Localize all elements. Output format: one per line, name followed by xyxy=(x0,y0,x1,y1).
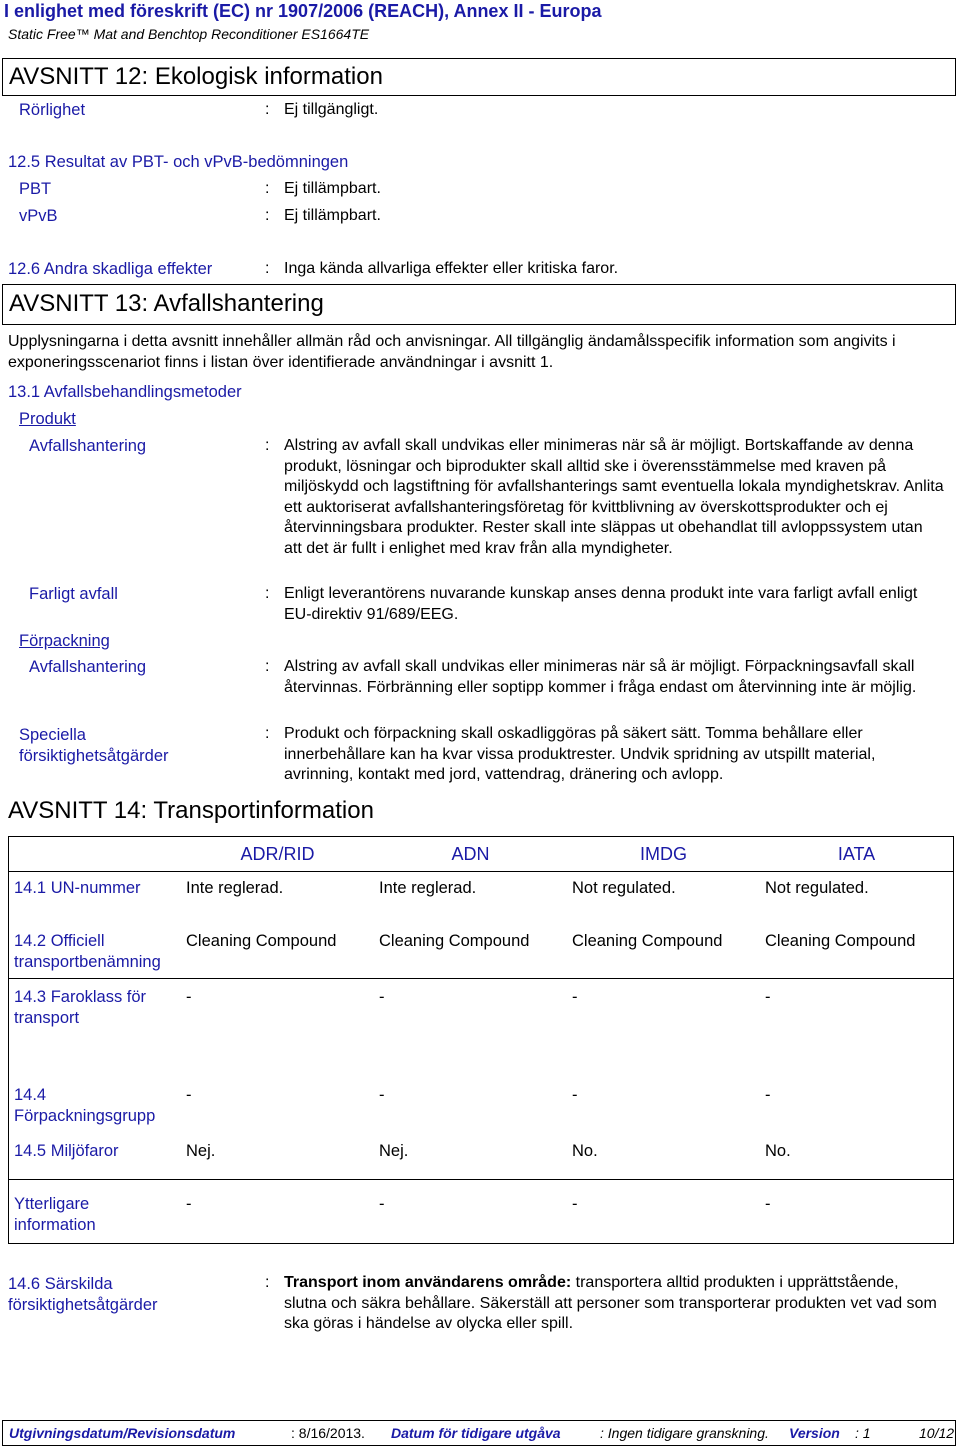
section-13-header xyxy=(2,284,956,325)
table-cell: Cleaning Compound xyxy=(765,932,916,950)
farligt-avfall-label: Farligt avfall xyxy=(29,585,118,603)
colon: : xyxy=(265,101,270,118)
pbt-value: Ej tillämpbart. xyxy=(284,180,381,197)
footer-date-value: : 8/16/2013. xyxy=(291,1425,365,1441)
document-header-title: I enlighet med föreskrift (EC) nr 1907/2006 (REACH), Annex II - Europa xyxy=(4,1,602,21)
product-name: Static Free™ Mat and Benchtop Reconditioner ES1664TE xyxy=(8,26,370,42)
pbt-label: PBT xyxy=(19,180,52,198)
table-cell: - xyxy=(765,988,771,1006)
rorlighet-value: Ej tillgängligt. xyxy=(284,101,379,118)
footer-date-label: Utgivningsdatum/Revisionsdatum xyxy=(9,1425,236,1441)
section-12-header xyxy=(2,58,956,96)
section-12-title: AVSNITT 12: Ekologisk information xyxy=(9,63,383,90)
section-13-intro xyxy=(8,332,943,373)
produkt-subheading: Produkt xyxy=(19,410,76,428)
column-header-imdg: IMDG xyxy=(640,844,687,864)
table-cell: Cleaning Compound xyxy=(186,932,337,950)
table-cell: Cleaning Compound xyxy=(379,932,530,950)
table-cell: Inte reglerad. xyxy=(379,879,477,897)
special-precautions-value xyxy=(284,1273,944,1335)
row-label: 14.3 Faroklass för transport xyxy=(14,988,147,1027)
table-divider xyxy=(9,978,953,979)
speciella-label xyxy=(19,725,169,767)
table-cell: No. xyxy=(572,1142,598,1160)
colon: : xyxy=(265,207,270,224)
section-14-title: AVSNITT 14: Transportinformation xyxy=(8,797,374,824)
table-cell: - xyxy=(572,1195,578,1213)
special-precautions-text: transportera alltid produkten i upprättstående, slutna och säkra behållare. Säkerställ att personer som transporterar produkten vet vad som ska göras i händelse av olycka eller spill. xyxy=(284,1274,937,1332)
colon: : xyxy=(265,585,270,602)
forpackning-avfallshantering-label: Avfallshantering xyxy=(29,658,147,676)
speciella-label-line1: Speciella xyxy=(19,726,86,744)
table-cell: Not regulated. xyxy=(572,879,676,897)
transport-table xyxy=(8,836,954,1244)
row-label: 14.5 Miljöfaror xyxy=(14,1142,119,1160)
colon: : xyxy=(265,1274,270,1291)
colon: : xyxy=(265,658,270,675)
rorlighet-label: Rörlighet xyxy=(19,101,86,119)
footer-page-number: 10/12 xyxy=(919,1425,955,1441)
waste-methods-heading: 13.1 Avfallsbehandlingsmetoder xyxy=(8,383,242,401)
section-13-intro-1: Upplysningarna i detta avsnitt innehåller allmän råd och anvisningar. xyxy=(8,333,491,350)
table-cell: - xyxy=(186,988,192,1006)
other-effects-label: 12.6 Andra skadliga effekter xyxy=(8,260,213,278)
table-cell: - xyxy=(765,1086,771,1104)
footer-previous-label: Datum för tidigare utgåva xyxy=(391,1425,561,1441)
table-cell: Inte reglerad. xyxy=(186,879,284,897)
table-cell: - xyxy=(379,1086,385,1104)
table-divider xyxy=(9,1179,953,1180)
section-13-title: AVSNITT 13: Avfallshantering xyxy=(9,290,324,317)
page-footer xyxy=(2,1420,956,1446)
special-precautions-label-line2: försiktighetsåtgärder xyxy=(8,1296,158,1314)
speciella-value: Produkt och förpackning skall oskadliggöras på säkert sätt. Tomma behållare eller innerbehållare kan ha kvar vissa produktrester. Undvik spridning av utspillt material, avrinning, kontakt med jord, vattendrag, dränering och avlopp. xyxy=(284,725,876,783)
table-cell: - xyxy=(572,1086,578,1104)
table-cell: - xyxy=(572,988,578,1006)
colon: : xyxy=(265,260,270,277)
section-13-intro-2: All tillgänglig ändamålsspecifik information som angivits i exponeringsscenariot finns i listan över identifierade användningar i avsnitt 1. xyxy=(8,333,896,371)
colon: : xyxy=(265,437,270,454)
special-precautions-label-line1: 14.6 Särskilda xyxy=(8,1275,113,1293)
colon: : xyxy=(265,725,270,742)
table-cell: Cleaning Compound xyxy=(572,932,723,950)
footer-version-value: : 1 xyxy=(855,1425,871,1441)
table-cell: Nej. xyxy=(379,1142,409,1160)
table-cell: No. xyxy=(765,1142,791,1160)
table-cell: - xyxy=(186,1195,192,1213)
special-precautions-bold: Transport inom användarens område: xyxy=(284,1274,572,1291)
row-label: 14.1 UN-nummer xyxy=(14,879,141,897)
special-precautions-label xyxy=(8,1274,158,1316)
other-effects-value: Inga kända allvarliga effekter eller kritiska faror. xyxy=(284,260,619,277)
column-header-iata: IATA xyxy=(837,844,876,864)
avfallshantering-label: Avfallshantering xyxy=(29,437,147,455)
pbt-heading: 12.5 Resultat av PBT- och vPvB-bedömningen xyxy=(8,153,349,171)
table-divider xyxy=(9,871,953,872)
table-cell: Nej. xyxy=(186,1142,216,1160)
table-cell: - xyxy=(379,1195,385,1213)
vpvb-label: vPvB xyxy=(19,207,58,225)
colon: : xyxy=(265,180,270,197)
farligt-avfall-value: Enligt leverantörens nuvarande kunskap anses denna produkt inte vara farligt avfall enligt EU-direktiv 91/689/EEG. xyxy=(284,585,918,623)
avfallshantering-value: Alstring av avfall skall undvikas eller minimeras när så är möjligt. Bortskaffande av denna produkt, lösningar och biprodukter skall alltid ske i överensstämmelse med kraven på miljöskydd och lagstiftning för avfallshanterings samt eventuella lokala myndighetskrav. Anlita ett auktoriserat avfallshanteringsföretag för kvittblivning av överskottsprodukter och ej återvinningsbara produkter. Rester skall inte släppas ut obehandlat till avloppssystem utan att det är fullt i enlighet med krav från alla myndigheter. xyxy=(284,437,944,557)
footer-version-label: Version xyxy=(789,1425,840,1441)
row-label: 14.2 Officiell transportbenämning xyxy=(14,932,161,971)
speciella-label-line2: försiktighetsåtgärder xyxy=(19,747,169,765)
row-label: Ytterligare information xyxy=(14,1195,96,1234)
row-label: 14.4 Förpackningsgrupp xyxy=(14,1086,156,1125)
table-cell: - xyxy=(379,988,385,1006)
table-cell: - xyxy=(186,1086,192,1104)
table-cell: Not regulated. xyxy=(765,879,869,897)
column-header-adr: ADR/RID xyxy=(240,844,315,864)
vpvb-value: Ej tillämpbart. xyxy=(284,207,381,224)
forpackning-avfallshantering-value: Alstring av avfall skall undvikas eller minimeras när så är möjligt. Förpackningsavfall skall återvinnas. Förbränning eller soptipp kommer i fråga endast om återvinning inte är möjlig. xyxy=(284,658,917,696)
column-header-adn: ADN xyxy=(451,844,490,864)
table-cell: - xyxy=(765,1195,771,1213)
forpackning-subheading: Förpackning xyxy=(19,632,110,650)
footer-previous-value: : Ingen tidigare granskning. xyxy=(600,1425,769,1441)
